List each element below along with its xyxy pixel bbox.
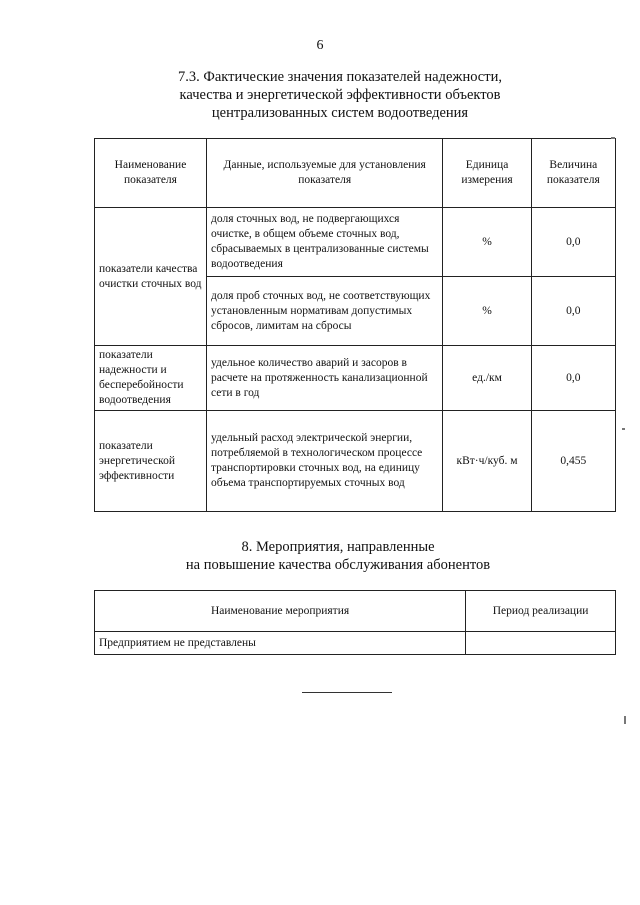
indicator-data: удельное количество аварий и засоров в расчете на протяженность канализационной сети в год: [207, 346, 443, 411]
header-period: Период реализации: [466, 591, 616, 632]
indicator-data: доля проб сточных вод, не соответствующих установленным нормативам допустимых сбросов, лимитам на сбросы: [207, 277, 443, 346]
indicator-value: 0,0: [531, 346, 615, 411]
scan-mark: [622, 428, 625, 430]
scan-mark: [611, 137, 615, 139]
indicator-unit: %: [443, 277, 531, 346]
header-indicator-name: Наименование показателя: [95, 139, 207, 208]
measure-period: [466, 632, 616, 655]
table-row: [95, 411, 616, 512]
measures-table: [94, 590, 616, 655]
end-divider: [302, 692, 392, 693]
indicator-group-name: показатели качества очистки сточных вод: [95, 208, 207, 346]
indicator-group-name: показатели энергетической эффективности: [95, 411, 207, 512]
header-value: Величина показателя: [531, 139, 615, 208]
header-measure-name: Наименование мероприятия: [95, 591, 466, 632]
indicator-unit: ед./км: [443, 346, 531, 411]
measure-name: Предприятием не представлены: [95, 632, 466, 655]
indicator-unit: кВт·ч/куб. м: [443, 411, 531, 512]
title-line: на повышение качества обслуживания абонентов: [185, 557, 491, 573]
table-row: [95, 208, 616, 277]
indicator-data: доля сточных вод, не подвергающихся очистке, в общем объеме сточных вод, сбрасываемых в централизованные системы водоотведения: [207, 208, 443, 277]
indicators-table: [94, 138, 616, 512]
title-line: 8. Мероприятия, направленные: [241, 539, 435, 555]
indicator-unit: %: [443, 208, 531, 277]
table-header-row: [95, 139, 616, 208]
table-row: [95, 632, 616, 655]
header-unit: Единица измерения: [443, 139, 531, 208]
indicator-group-name: показатели надежности и бесперебойности водоотведения: [95, 346, 207, 411]
title-line: качества и энергетической эффективности объектов: [179, 87, 501, 103]
page-number: 6: [316, 38, 324, 53]
indicator-value: 0,455: [531, 411, 615, 512]
title-line: централизованных систем водоотведения: [211, 105, 469, 121]
title-line: 7.3. Фактические значения показателей надежности,: [178, 69, 502, 85]
table-row: [95, 346, 616, 411]
header-data-used: Данные, используемые для установления показателя: [207, 139, 443, 208]
section-7-3-title: [30, 68, 640, 122]
section-8-title: [28, 538, 640, 574]
indicator-value: 0,0: [531, 277, 615, 346]
scan-mark: [624, 716, 626, 724]
indicator-value: 0,0: [531, 208, 615, 277]
indicator-data: удельный расход электрической энергии, потребляемой в технологическом процессе транспортировки сточных вод, на единицу объема транспортируемых сточных вод: [207, 411, 443, 512]
table-header-row: [95, 591, 616, 632]
